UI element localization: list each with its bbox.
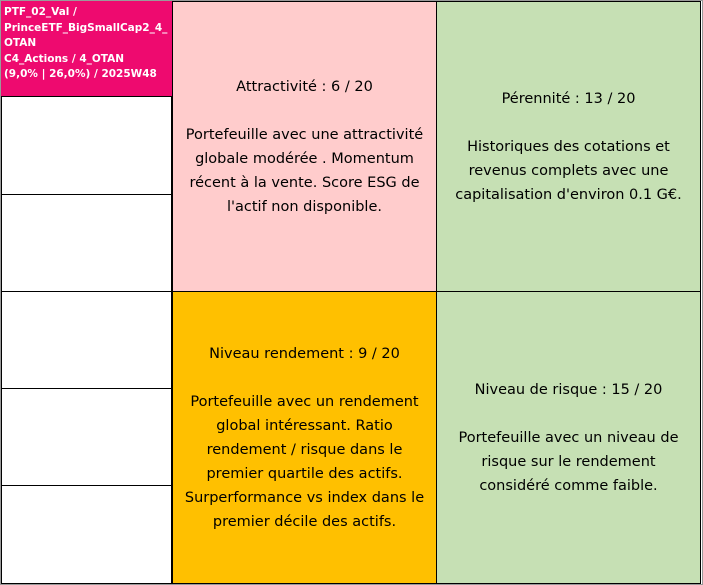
blank-cell [1, 194, 172, 292]
perennite-text [455, 135, 682, 207]
text-line: l'actif non disponible. [226, 198, 382, 215]
blank-cell [1, 388, 172, 486]
text-line: capitalisation d'environ 0.1 G€. [455, 186, 682, 203]
risque-cell [436, 291, 701, 584]
rendement-title: Niveau rendement : 9 / 20 [209, 345, 400, 362]
text-line: Surperformance vs index dans le [184, 489, 425, 506]
rendement-cell [172, 291, 437, 584]
text-line: Portefeuille avec un niveau de [458, 429, 679, 446]
text-line: Portefeuille avec une attractivité [185, 126, 424, 143]
header-line: (9,0% | 26,0%) / 2025W48 [4, 68, 157, 80]
text-line: global intéressant. Ratio [216, 417, 393, 434]
blank-cell [1, 485, 172, 584]
blank-cell [1, 96, 172, 195]
text-line: premier décile des actifs. [212, 513, 397, 530]
text-line: globale modérée . Momentum [195, 150, 414, 167]
perennite-title: Pérennité : 13 / 20 [501, 90, 636, 107]
perennite-cell [436, 1, 701, 292]
portfolio-header [1, 1, 172, 97]
rendement-text [185, 390, 424, 534]
text-line: récent à la vente. Score ESG de [189, 174, 420, 191]
risque-title: Niveau de risque : 15 / 20 [474, 381, 663, 398]
text-line: considéré comme faible. [479, 477, 658, 494]
attractivite-title: Attractivité : 6 / 20 [236, 78, 373, 95]
attractivite-cell [172, 1, 437, 292]
header-line: C4_Actions / 4_OTAN [4, 52, 125, 65]
text-line: Portefeuille avec un rendement [190, 393, 419, 410]
text-line: risque sur le rendement [481, 453, 656, 470]
header-line: PrinceETF_BigSmallCap2_4_ [4, 21, 168, 34]
text-line: premier quartile des actifs. [206, 465, 403, 482]
text-line: Historiques des cotations et [467, 138, 670, 155]
text-line: rendement / risque dans le [206, 441, 403, 458]
blank-cell [1, 291, 172, 389]
attractivite-text [186, 123, 423, 219]
text-line: revenus complets avec une [468, 162, 669, 179]
risque-text [459, 426, 679, 498]
header-line: PTF_02_Val / [4, 6, 77, 18]
header-line: OTAN [4, 37, 37, 49]
